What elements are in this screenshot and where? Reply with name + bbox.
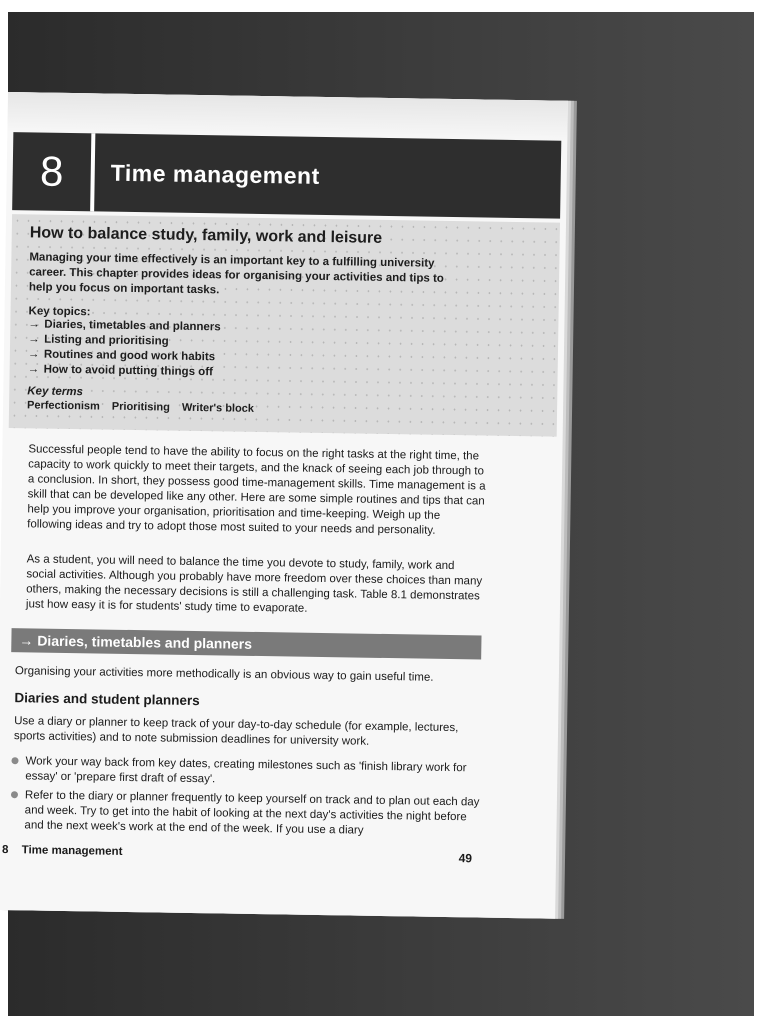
- arrow-right-icon: →: [28, 333, 40, 346]
- bullet-dot-icon: [11, 757, 18, 764]
- arrow-right-icon: →: [27, 363, 40, 376]
- key-term: Perfectionism: [26, 399, 100, 413]
- running-footer: [2, 844, 133, 860]
- arrow-right-icon: →: [28, 318, 40, 331]
- key-terms-label: Key terms: [27, 385, 84, 399]
- bullet-text: Refer to the diary or planner frequently to keep yourself on track and to plan out each day and week. Try to get into the habit of looking at the next day's activities the night before and the next week's work at the end of the week. If you use a diary: [24, 789, 480, 837]
- chapter-intro-box: [9, 214, 560, 437]
- bullet-item: [10, 788, 481, 840]
- key-topic-label: Diaries, timetables and planners: [44, 318, 221, 334]
- key-topic-label: Routines and good work habits: [43, 348, 216, 364]
- subheading: Diaries and student planners: [14, 690, 200, 709]
- page-number: 49: [458, 851, 473, 866]
- section-heading: → Diaries, timetables and planners: [19, 632, 253, 652]
- page-footer: [2, 844, 472, 865]
- book-page: [0, 92, 568, 919]
- footer-chapter-number: 8: [1, 844, 9, 857]
- chapter-title: Time management: [110, 159, 320, 189]
- key-topic-label: How to avoid putting things off: [43, 363, 213, 379]
- bullet-text: Work your way back from key dates, creating milestones such as 'finish library work for essay' or 'prepare first draft of essay'.: [25, 755, 467, 786]
- key-term: Writer's block: [181, 401, 255, 415]
- subsection-paragraph: Use a diary or planner to keep track of your day-to-day schedule (for example, lectures, sports activities) and to note submission deadlines for university work.: [13, 715, 459, 748]
- body-paragraph: Successful people tend to have the ability to focus on the right tasks at the right time, the capacity to work quickly to meet their targets, and the knack of seeing each job through to a conclusion. In short, they possess good time-management skills. Time management is a skill that can be developed like any other. Here are some simple routines and tips that can help you improve your organisation, prioritisation and time-keeping. Weigh up the following ideas and try to adopt those most suited to your needs and personality.: [27, 443, 486, 537]
- chapter-number: 8: [12, 132, 95, 211]
- key-topic-label: Listing and prioritising: [44, 333, 169, 348]
- key-term: Prioritising: [111, 400, 170, 414]
- body-paragraph: As a student, you will need to balance the time you devote to study, family, work and social activities. Although you probably have more freedom over these choices than many others, making the necessary decisions is still a challenging task. Table 8.1 demonstrates just how easy it is for students' study time to evaporate.: [25, 553, 483, 615]
- section-heading-bar: [11, 628, 481, 659]
- bullet-dot-icon: [11, 791, 18, 798]
- arrow-right-icon: →: [27, 348, 40, 361]
- chapter-header: [12, 132, 561, 219]
- footer-chapter-title: Time management: [21, 844, 123, 858]
- key-topics-list: [28, 317, 541, 385]
- bullet-list: [10, 754, 481, 844]
- section-intro-text: Organising your activities more methodically is an obvious way to gain useful time.: [14, 665, 434, 684]
- key-topics-label: Key topics:: [28, 305, 91, 319]
- intro-text: Managing your time effectively is an important key to a fulfilling university career. This chapter provides ideas for organising your activities and tips to help you focus on important tasks.: [28, 251, 444, 297]
- intro-heading: How to balance study, family, work and leisure: [29, 224, 383, 247]
- bullet-item: [11, 754, 481, 791]
